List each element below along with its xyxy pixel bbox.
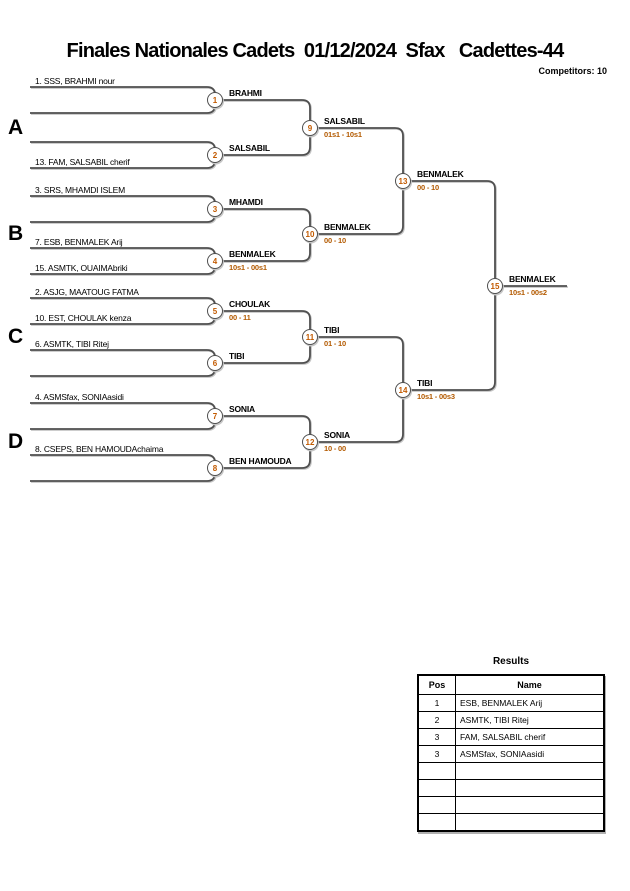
table-row (418, 712, 604, 729)
page-title: Finales Nationales Cadets 01/12/2024 Sfax Cadettes-44 (66, 40, 564, 62)
results-title: Results (492, 656, 530, 667)
entrant-slot-2 (35, 102, 210, 113)
result-name: ASMSfax, SONIAasidi (456, 746, 605, 763)
result-pos (418, 797, 456, 814)
table-row (418, 797, 604, 814)
table-row (418, 814, 604, 832)
entrant-slot-9: 2. ASJG, MAATOUG FATMA (35, 287, 139, 297)
match-score-5: 00 - 11 (229, 313, 251, 322)
entrant-slot-6 (35, 211, 210, 222)
result-name (456, 763, 605, 780)
match-circle-10: 10 (302, 226, 318, 242)
result-name: ASMTK, TIBI Ritej (456, 712, 605, 729)
match-score-11: 01 - 10 (324, 339, 346, 348)
group-label-c: C (8, 325, 24, 348)
entrant-slot-7: 7. ESB, BENMALEK Arij (35, 237, 123, 247)
result-pos: 2 (418, 712, 456, 729)
match-score-14: 10s1 - 00s3 (417, 392, 455, 401)
entrant-slot-1: 1. SSS, BRAHMI nour (35, 76, 115, 86)
table-row (418, 695, 604, 712)
result-pos: 1 (418, 695, 456, 712)
match-circle-8: 8 (207, 460, 223, 476)
result-name (456, 814, 605, 832)
table-row (418, 746, 604, 763)
match-circle-12: 12 (302, 434, 318, 450)
match-winner-8: BEN HAMOUDA (229, 456, 292, 466)
match-circle-3: 3 (207, 201, 223, 217)
entrant-slot-14 (35, 418, 210, 429)
result-name: FAM, SALSABIL cherif (456, 729, 605, 746)
match-circle-11: 11 (302, 329, 318, 345)
entrant-slot-4: 13. FAM, SALSABIL cherif (35, 157, 130, 167)
results-header-pos: Pos (418, 675, 456, 695)
group-label-a: A (8, 116, 24, 139)
match-winner-14: TIBI (417, 378, 433, 388)
group-label-d: D (8, 430, 24, 453)
match-circle-5: 5 (207, 303, 223, 319)
match-score-9: 01s1 - 10s1 (324, 130, 362, 139)
group-label-b: B (8, 222, 24, 245)
match-score-15: 10s1 - 00s2 (509, 288, 547, 297)
match-score-13: 00 - 10 (417, 183, 439, 192)
match-circle-1: 1 (207, 92, 223, 108)
match-winner-5: CHOULAK (229, 299, 271, 309)
match-circle-7: 7 (207, 408, 223, 424)
entrant-slot-11: 6. ASMTK, TIBI Ritej (35, 339, 109, 349)
match-circle-9: 9 (302, 120, 318, 136)
result-name: ESB, BENMALEK Arij (456, 695, 605, 712)
table-row (418, 763, 604, 780)
match-winner-6: TIBI (229, 351, 245, 361)
result-pos (418, 780, 456, 797)
results-header-row (418, 675, 604, 695)
result-pos: 3 (418, 729, 456, 746)
results-header-name: Name (456, 675, 605, 695)
match-score-12: 10 - 00 (324, 444, 346, 453)
match-winner-7: SONIA (229, 404, 255, 414)
match-winner-11: TIBI (324, 325, 340, 335)
match-winner-10: BENMALEK (324, 222, 371, 232)
result-name (456, 797, 605, 814)
match-winner-2: SALSABIL (229, 143, 270, 153)
match-circle-2: 2 (207, 147, 223, 163)
table-row (418, 729, 604, 746)
entrant-slot-15: 8. CSEPS, BEN HAMOUDAchaima (35, 444, 164, 454)
result-pos (418, 814, 456, 832)
entrant-slot-13: 4. ASMSfax, SONIAasidi (35, 392, 124, 402)
match-score-10: 00 - 10 (324, 236, 346, 245)
entrant-slot-5: 3. SRS, MHAMDI ISLEM (35, 185, 125, 195)
match-winner-15: BENMALEK (509, 274, 556, 284)
match-winner-3: MHAMDI (229, 197, 263, 207)
match-circle-6: 6 (207, 355, 223, 371)
entrant-slot-8: 15. ASMTK, OUAIMAbriki (35, 263, 128, 273)
match-circle-4: 4 (207, 253, 223, 269)
competitors-count: Competitors: 10 (538, 66, 607, 76)
entrant-slot-3 (35, 131, 210, 142)
results-table (417, 674, 605, 832)
table-row (418, 780, 604, 797)
match-winner-1: BRAHMI (229, 88, 262, 98)
match-winner-9: SALSABIL (324, 116, 365, 126)
match-score-4: 10s1 - 00s1 (229, 263, 267, 272)
entrant-slot-12 (35, 365, 210, 376)
result-pos: 3 (418, 746, 456, 763)
match-circle-14: 14 (395, 382, 411, 398)
result-pos (418, 763, 456, 780)
match-winner-12: SONIA (324, 430, 350, 440)
entrant-slot-10: 10. EST, CHOULAK kenza (35, 313, 132, 323)
match-winner-4: BENMALEK (229, 249, 276, 259)
match-circle-15: 15 (487, 278, 503, 294)
match-circle-13: 13 (395, 173, 411, 189)
match-winner-13: BENMALEK (417, 169, 464, 179)
result-name (456, 780, 605, 797)
entrant-slot-16 (35, 470, 210, 481)
